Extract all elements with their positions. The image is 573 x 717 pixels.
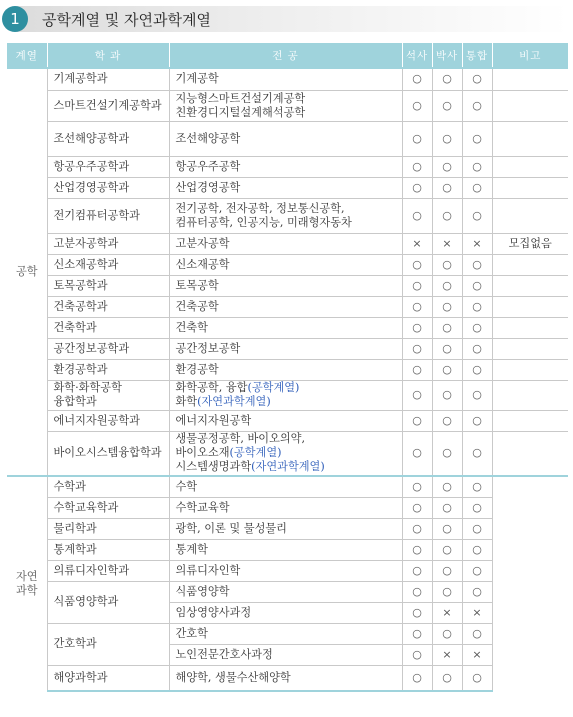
masters-mark: ○ — [402, 317, 432, 338]
major-cell — [169, 338, 402, 359]
note-cell — [492, 68, 568, 90]
masters-mark: ○ — [402, 518, 432, 539]
dept-cell: 산업경영공학과 — [47, 177, 169, 198]
integrated-mark: × — [462, 602, 492, 623]
major-category-note: (자연과학계열) — [251, 460, 325, 474]
masters-mark: ○ — [402, 410, 432, 431]
integrated-mark: ○ — [462, 198, 492, 233]
major-cell — [169, 121, 402, 156]
masters-mark: ○ — [402, 156, 432, 177]
note-cell — [492, 476, 568, 691]
doctoral-mark: ○ — [432, 156, 462, 177]
integrated-mark: ○ — [462, 560, 492, 581]
table-row — [7, 317, 568, 338]
doctoral-mark: ○ — [432, 275, 462, 296]
doctoral-mark: ○ — [432, 410, 462, 431]
integrated-mark: ○ — [462, 431, 492, 476]
note-cell — [492, 156, 568, 177]
dept-cell: 토목공학과 — [47, 275, 169, 296]
doctoral-mark: ○ — [432, 317, 462, 338]
masters-mark: ○ — [402, 497, 432, 518]
major-cell — [169, 518, 402, 539]
integrated-mark: × — [462, 644, 492, 665]
dept-cell: 건축학과 — [47, 317, 169, 338]
major-text: 전기공학, 전자공학, 정보통신공학, — [175, 201, 345, 215]
dept-cell: 환경공학과 — [47, 359, 169, 380]
dept-cell: 건축공학과 — [47, 296, 169, 317]
major-cell — [169, 317, 402, 338]
major-text: 건축학 — [175, 320, 208, 334]
major-text: 수학 — [175, 479, 198, 493]
major-text: 통계학 — [175, 542, 208, 556]
major-text: 화학 — [175, 395, 198, 408]
integrated-mark: ○ — [462, 497, 492, 518]
category-cell: 자연 과학 — [7, 476, 47, 691]
doctoral-mark: ○ — [432, 623, 462, 644]
masters-mark: ○ — [402, 254, 432, 275]
major-text: 산업경영공학 — [175, 180, 241, 194]
header-masters: 석사 — [402, 43, 432, 68]
major-cell — [169, 68, 402, 90]
major-cell — [169, 254, 402, 275]
note-cell — [492, 198, 568, 233]
doctoral-mark: ○ — [432, 296, 462, 317]
major-text: 항공우주공학 — [175, 159, 241, 173]
integrated-mark: ○ — [462, 296, 492, 317]
masters-mark: ○ — [402, 198, 432, 233]
major-cell — [169, 90, 402, 121]
header-category: 계열 — [7, 43, 47, 68]
integrated-mark: ○ — [462, 275, 492, 296]
dept-cell: 해양과학과 — [47, 665, 169, 691]
table-row — [7, 410, 568, 431]
doctoral-mark: ○ — [432, 560, 462, 581]
integrated-mark: ○ — [462, 476, 492, 497]
major-cell — [169, 476, 402, 497]
dept-cell: 수학교육학과 — [47, 497, 169, 518]
major-cell — [169, 177, 402, 198]
note-cell: 모집없음 — [492, 233, 568, 254]
masters-mark: ○ — [402, 602, 432, 623]
section-title: 공학계열 및 자연과학계열 — [42, 11, 211, 29]
masters-mark: × — [402, 233, 432, 254]
major-text: 건축공학 — [175, 299, 219, 313]
integrated-mark: ○ — [462, 338, 492, 359]
masters-mark: ○ — [402, 90, 432, 121]
integrated-mark: ○ — [462, 254, 492, 275]
major-text: 조선해양공학 — [175, 131, 241, 145]
note-cell — [492, 275, 568, 296]
major-text: 생물공정공학, 바이오의약, — [175, 432, 306, 446]
header-major: 전 공 — [169, 43, 402, 68]
dept-cell: 고분자공학과 — [47, 233, 169, 254]
doctoral-mark: ○ — [432, 177, 462, 198]
masters-mark: ○ — [402, 380, 432, 410]
note-cell — [492, 177, 568, 198]
note-cell — [492, 431, 568, 476]
doctoral-mark: ○ — [432, 338, 462, 359]
masters-mark: ○ — [402, 296, 432, 317]
integrated-mark: ○ — [462, 581, 492, 602]
integrated-mark: ○ — [462, 359, 492, 380]
dept-cell: 간호학과 — [47, 623, 169, 665]
dept-cell: 화학·화학공학 융합학과 — [47, 380, 169, 410]
table-row — [7, 623, 568, 644]
doctoral-mark: ○ — [432, 518, 462, 539]
masters-mark: ○ — [402, 359, 432, 380]
major-text: 의류디자인학 — [175, 563, 241, 577]
doctoral-mark: ○ — [432, 90, 462, 121]
major-cell — [169, 380, 402, 410]
integrated-mark: ○ — [462, 177, 492, 198]
integrated-mark: ○ — [462, 623, 492, 644]
dept-cell: 바이오시스템융합학과 — [47, 431, 169, 476]
major-cell — [169, 539, 402, 560]
doctoral-mark: ○ — [432, 431, 462, 476]
section-title-bar — [2, 6, 568, 32]
dept-cell: 에너지자원공학과 — [47, 410, 169, 431]
masters-mark: ○ — [402, 581, 432, 602]
major-text: 바이오소재 — [175, 446, 230, 460]
integrated-mark: ○ — [462, 665, 492, 691]
doctoral-mark: ○ — [432, 121, 462, 156]
dept-cell: 물리학과 — [47, 518, 169, 539]
major-cell — [169, 156, 402, 177]
table-row — [7, 121, 568, 156]
table-row — [7, 177, 568, 198]
table-row — [7, 518, 568, 539]
table-row — [7, 665, 568, 691]
table-row — [7, 233, 568, 254]
header-note: 비고 — [492, 43, 568, 68]
major-text: 토목공학 — [175, 278, 219, 292]
major-cell: 간호학 — [169, 623, 402, 644]
major-text: 화학공학, 융합 — [175, 381, 248, 394]
dept-cell: 신소재공학과 — [47, 254, 169, 275]
table-row — [7, 254, 568, 275]
note-cell — [492, 359, 568, 380]
note-cell — [492, 90, 568, 121]
major-cell: 노인전문간호사과정 — [169, 644, 402, 665]
doctoral-mark: ○ — [432, 497, 462, 518]
note-cell — [492, 254, 568, 275]
major-text: 공간정보공학 — [175, 341, 241, 355]
dept-cell: 수학과 — [47, 476, 169, 497]
note-cell — [492, 296, 568, 317]
masters-mark: ○ — [402, 338, 432, 359]
dept-cell: 기계공학과 — [47, 68, 169, 90]
integrated-mark: ○ — [462, 518, 492, 539]
table-header-row — [7, 43, 568, 68]
major-cell — [169, 275, 402, 296]
integrated-mark: ○ — [462, 121, 492, 156]
table-row — [7, 581, 568, 602]
dept-cell: 전기컴퓨터공학과 — [47, 198, 169, 233]
major-text: 시스템생명과학 — [175, 460, 252, 474]
dept-cell: 의류디자인학과 — [47, 560, 169, 581]
major-category-note: (공학계열) — [229, 446, 282, 460]
major-cell — [169, 560, 402, 581]
major-text: 신소재공학 — [175, 257, 230, 271]
masters-mark: ○ — [402, 539, 432, 560]
masters-mark: ○ — [402, 431, 432, 476]
section-number-badge: 1 — [2, 6, 28, 32]
note-cell — [492, 380, 568, 410]
header-doctoral: 박사 — [432, 43, 462, 68]
doctoral-mark: × — [432, 233, 462, 254]
doctoral-mark: × — [432, 644, 462, 665]
major-cell: 식품영양학 — [169, 581, 402, 602]
dept-cell: 공간정보공학과 — [47, 338, 169, 359]
integrated-mark: ○ — [462, 539, 492, 560]
integrated-mark: ○ — [462, 410, 492, 431]
major-cell — [169, 296, 402, 317]
note-cell — [492, 338, 568, 359]
note-cell — [492, 121, 568, 156]
dept-cell: 항공우주공학과 — [47, 156, 169, 177]
table-row — [7, 296, 568, 317]
masters-mark: ○ — [402, 623, 432, 644]
major-cell: 임상영양사과정 — [169, 602, 402, 623]
note-cell — [492, 317, 568, 338]
table-row — [7, 380, 568, 410]
doctoral-mark: ○ — [432, 476, 462, 497]
integrated-mark: ○ — [462, 380, 492, 410]
integrated-mark: ○ — [462, 156, 492, 177]
masters-mark: ○ — [402, 121, 432, 156]
masters-mark: ○ — [402, 68, 432, 90]
table-row — [7, 539, 568, 560]
table-row — [7, 90, 568, 121]
table-row — [7, 497, 568, 518]
doctoral-mark: ○ — [432, 581, 462, 602]
major-category-note: (공학계열) — [247, 381, 300, 394]
major-text: 고분자공학 — [175, 236, 230, 250]
header-integrated: 통합 — [462, 43, 492, 68]
doctoral-mark: ○ — [432, 380, 462, 410]
dept-cell: 조선해양공학과 — [47, 121, 169, 156]
masters-mark: ○ — [402, 644, 432, 665]
masters-mark: ○ — [402, 476, 432, 497]
masters-mark: ○ — [402, 275, 432, 296]
major-cell — [169, 431, 402, 476]
major-text: 친환경디지털설계해석공학 — [175, 105, 306, 119]
masters-mark: ○ — [402, 177, 432, 198]
major-text: 에너지자원공학 — [175, 413, 252, 427]
table-row — [7, 68, 568, 90]
doctoral-mark: ○ — [432, 359, 462, 380]
major-cell — [169, 198, 402, 233]
major-text: 기계공학 — [175, 72, 219, 86]
header-dept: 학 과 — [47, 43, 169, 68]
masters-mark: ○ — [402, 665, 432, 691]
major-cell — [169, 497, 402, 518]
table-row — [7, 198, 568, 233]
major-cell — [169, 233, 402, 254]
major-cell — [169, 359, 402, 380]
major-text: 지능형스마트건설기계공학 — [175, 91, 306, 105]
doctoral-mark: ○ — [432, 539, 462, 560]
major-cell: 해양학, 생물수산해양학 — [169, 665, 402, 691]
dept-cell: 식품영양학과 — [47, 581, 169, 623]
doctoral-mark: × — [432, 602, 462, 623]
table-row — [7, 476, 568, 497]
table-row — [7, 156, 568, 177]
major-category-note: (자연과학계열) — [197, 395, 271, 408]
major-text: 컴퓨터공학, 인공지능, 미래형자동차 — [175, 215, 352, 229]
major-cell — [169, 410, 402, 431]
major-text: 수학교육학 — [175, 500, 230, 514]
dept-cell: 통계학과 — [47, 539, 169, 560]
integrated-mark: ○ — [462, 90, 492, 121]
integrated-mark: ○ — [462, 317, 492, 338]
table-row — [7, 431, 568, 476]
program-table — [7, 43, 568, 692]
masters-mark: ○ — [402, 560, 432, 581]
table-row — [7, 338, 568, 359]
doctoral-mark: ○ — [432, 68, 462, 90]
note-cell — [492, 410, 568, 431]
table-row — [7, 560, 568, 581]
major-text: 환경공학 — [175, 362, 219, 376]
doctoral-mark: ○ — [432, 254, 462, 275]
table-row — [7, 275, 568, 296]
doctoral-mark: ○ — [432, 665, 462, 691]
category-cell: 공학 — [7, 68, 47, 476]
integrated-mark: × — [462, 233, 492, 254]
integrated-mark: ○ — [462, 68, 492, 90]
table-row — [7, 359, 568, 380]
table-body — [7, 68, 568, 691]
doctoral-mark: ○ — [432, 198, 462, 233]
major-text: 광학, 이론 및 물성물리 — [175, 521, 287, 535]
dept-cell: 스마트건설기계공학과 — [47, 90, 169, 121]
